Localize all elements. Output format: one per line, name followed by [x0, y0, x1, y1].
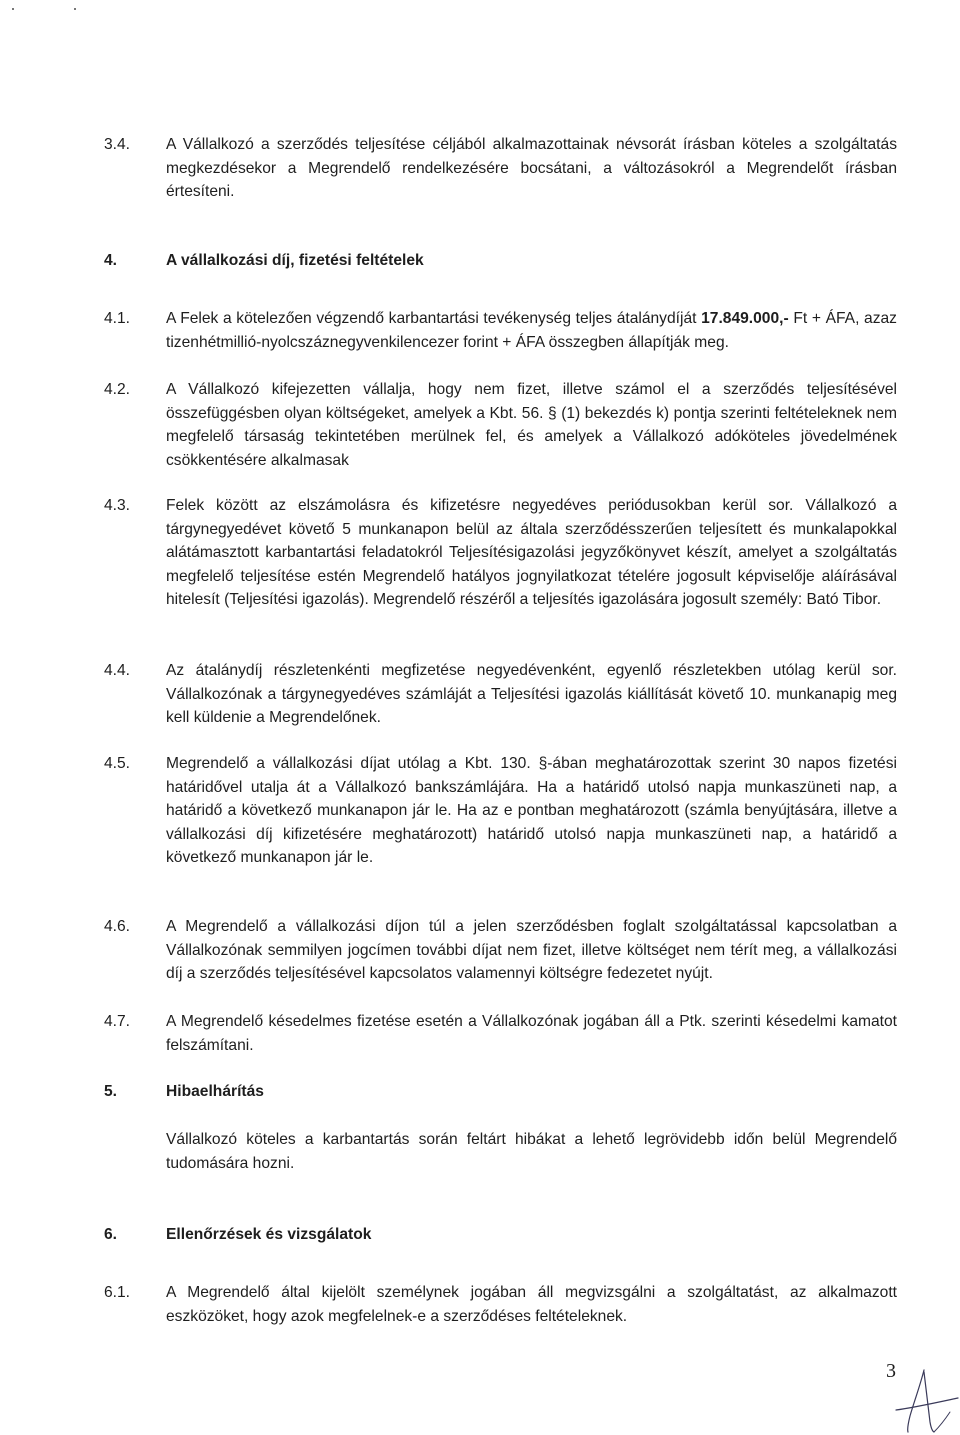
clause-4-1: [104, 307, 897, 354]
clause-text: [166, 307, 897, 354]
clause-text-part: A Felek a kötelezően végzendő karbantartási tevékenység teljes átalánydíját: [166, 310, 702, 327]
clause-4-6: [104, 915, 897, 986]
clause-4-2: [104, 378, 897, 472]
clause-number: 4.2.: [104, 381, 131, 398]
clause-4-4: [104, 659, 897, 730]
section-6-heading: [104, 1223, 897, 1247]
page-number: 3: [886, 1360, 896, 1382]
section-number: 6.: [104, 1226, 118, 1243]
clause-text: A Megrendelő késedelmes fizetése esetén a Vállalkozónak jogában áll a Ptk. szerinti késedelmi kamatot felszámítani.: [166, 1013, 897, 1054]
handwritten-initial-signature: [894, 1368, 960, 1434]
clause-6-1: [104, 1281, 897, 1328]
clause-number: 4.6.: [104, 918, 131, 935]
contract-amount: 17.849.000,-: [701, 310, 789, 327]
clause-number: 4.5.: [104, 755, 131, 772]
section-5-paragraph: [104, 1128, 897, 1175]
clause-text: A Vállalkozó kifejezetten vállalja, hogy nem fizet, illetve számol el a szerződés teljesítésével összefüggésben olyan költségeket, amelyek a Kbt. 56. § (1) bekezdés k) pontja szerinti feltételeknek nem megfelelő társaság tekintetében merülnek fel, és amelyek a Vállalkozó adóköteles jövedelmének csökkentésére alkalmasak: [166, 381, 897, 469]
clause-number: 4.3.: [104, 497, 131, 514]
clause-number: 4.7.: [104, 1013, 131, 1030]
paragraph-text: Vállalkozó köteles a karbantartás során feltárt hibákat a lehető legrövidebb időn belül Megrendelő tudomására hozni.: [166, 1131, 897, 1172]
section-5-heading: [104, 1080, 897, 1104]
section-title: Ellenőrzések és vizsgálatok: [166, 1226, 372, 1243]
section-title: Hibaelhárítás: [166, 1083, 264, 1100]
clause-number: 4.1.: [104, 310, 131, 327]
clause-number: 3.4.: [104, 136, 131, 153]
clause-text: Az átalánydíj részletenkénti megfizetése negyedévenként, egyenlő részletekben utólag kerül sor. Vállalkozónak a tárgynegyedéves számláját a Teljesítési igazolás kiállítását követő 10. munkanapig meg kell küldenie a Megrendelőnek.: [166, 662, 897, 727]
clause-3-4: [104, 133, 897, 204]
clause-number: 4.4.: [104, 662, 131, 679]
clause-text: A Megrendelő által kijelölt személynek jogában áll megvizsgálni a szolgáltatást, az alkalmazott eszközöket, hogy azok megfelelnek-e a szerződéses feltételeknek.: [166, 1284, 897, 1325]
clause-text: Megrendelő a vállalkozási díjat utólag a Kbt. 130. §-ában meghatározottak szerint 30 napos fizetési határidővel utalja át a Vállalkozó bankszámlájára. Ha a határidő utolsó napja munkaszüneti nap, a határidő a következő munkanapon jár le. Ha az e pontban meghatározott (számla benyújtására, illetve a vállalkozási díj kifizetésére meghatározott) határidő utolsó napja munkaszüneti nap, a határidő a következő munkanapon jár le.: [166, 755, 897, 867]
clause-4-5: [104, 752, 897, 870]
clause-number: 6.1.: [104, 1284, 131, 1301]
scan-speck: [12, 8, 14, 10]
clause-4-7: [104, 1010, 897, 1057]
scan-speck: [74, 8, 76, 10]
clause-text: Felek között az elszámolásra és kifizetésre negyedéves periódusokban kerül sor. Vállalkozó a tárgynegyedévet követő 5 munkanapon belül az általa szerződésszerűen teljesített és munkalapokkal alátámasztott karbantartási feladatokról Teljesítésigazolási jegyzőkönyvet készít, amelyet a szolgáltatás megfelelő teljesítése estén Megrendelő hatályos jognyilatkozat tételére jogosult képviselője aláírásával hitelesít (Teljesítési igazolás). Megrendelő részéről a teljesítés igazolására jogosult személy: Bató Tibor.: [166, 497, 897, 609]
clause-text-part: Ft + ÁFA, azaz tizenhétmillió-nyolcszáznegyvenkilencezer forint + ÁFA összegben állapítják meg.: [166, 310, 897, 351]
clause-4-3: [104, 494, 897, 612]
section-number: 5.: [104, 1083, 118, 1100]
section-4-heading: [104, 249, 897, 273]
clause-text: A Megrendelő a vállalkozási díjon túl a jelen szerződésben foglalt szolgáltatással kapcsolatban a Vállalkozónak semmilyen jogcímen további díjat nem fizet, illetve költséget nem térít meg, a vállalkozási díj a szerződés teljesítésével kapcsolatos valamennyi költségre fedezetet nyújt.: [166, 918, 897, 983]
section-number: 4.: [104, 252, 118, 269]
clause-text: A Vállalkozó a szerződés teljesítése céljából alkalmazottainak névsorát írásban köteles a szolgáltatás megkezdésekor a Megrendelő rendelkezésére bocsátani, a változásokról a Megrendelőt írásban értesíteni.: [166, 136, 897, 201]
section-title: A vállalkozási díj, fizetési feltételek: [166, 252, 424, 269]
